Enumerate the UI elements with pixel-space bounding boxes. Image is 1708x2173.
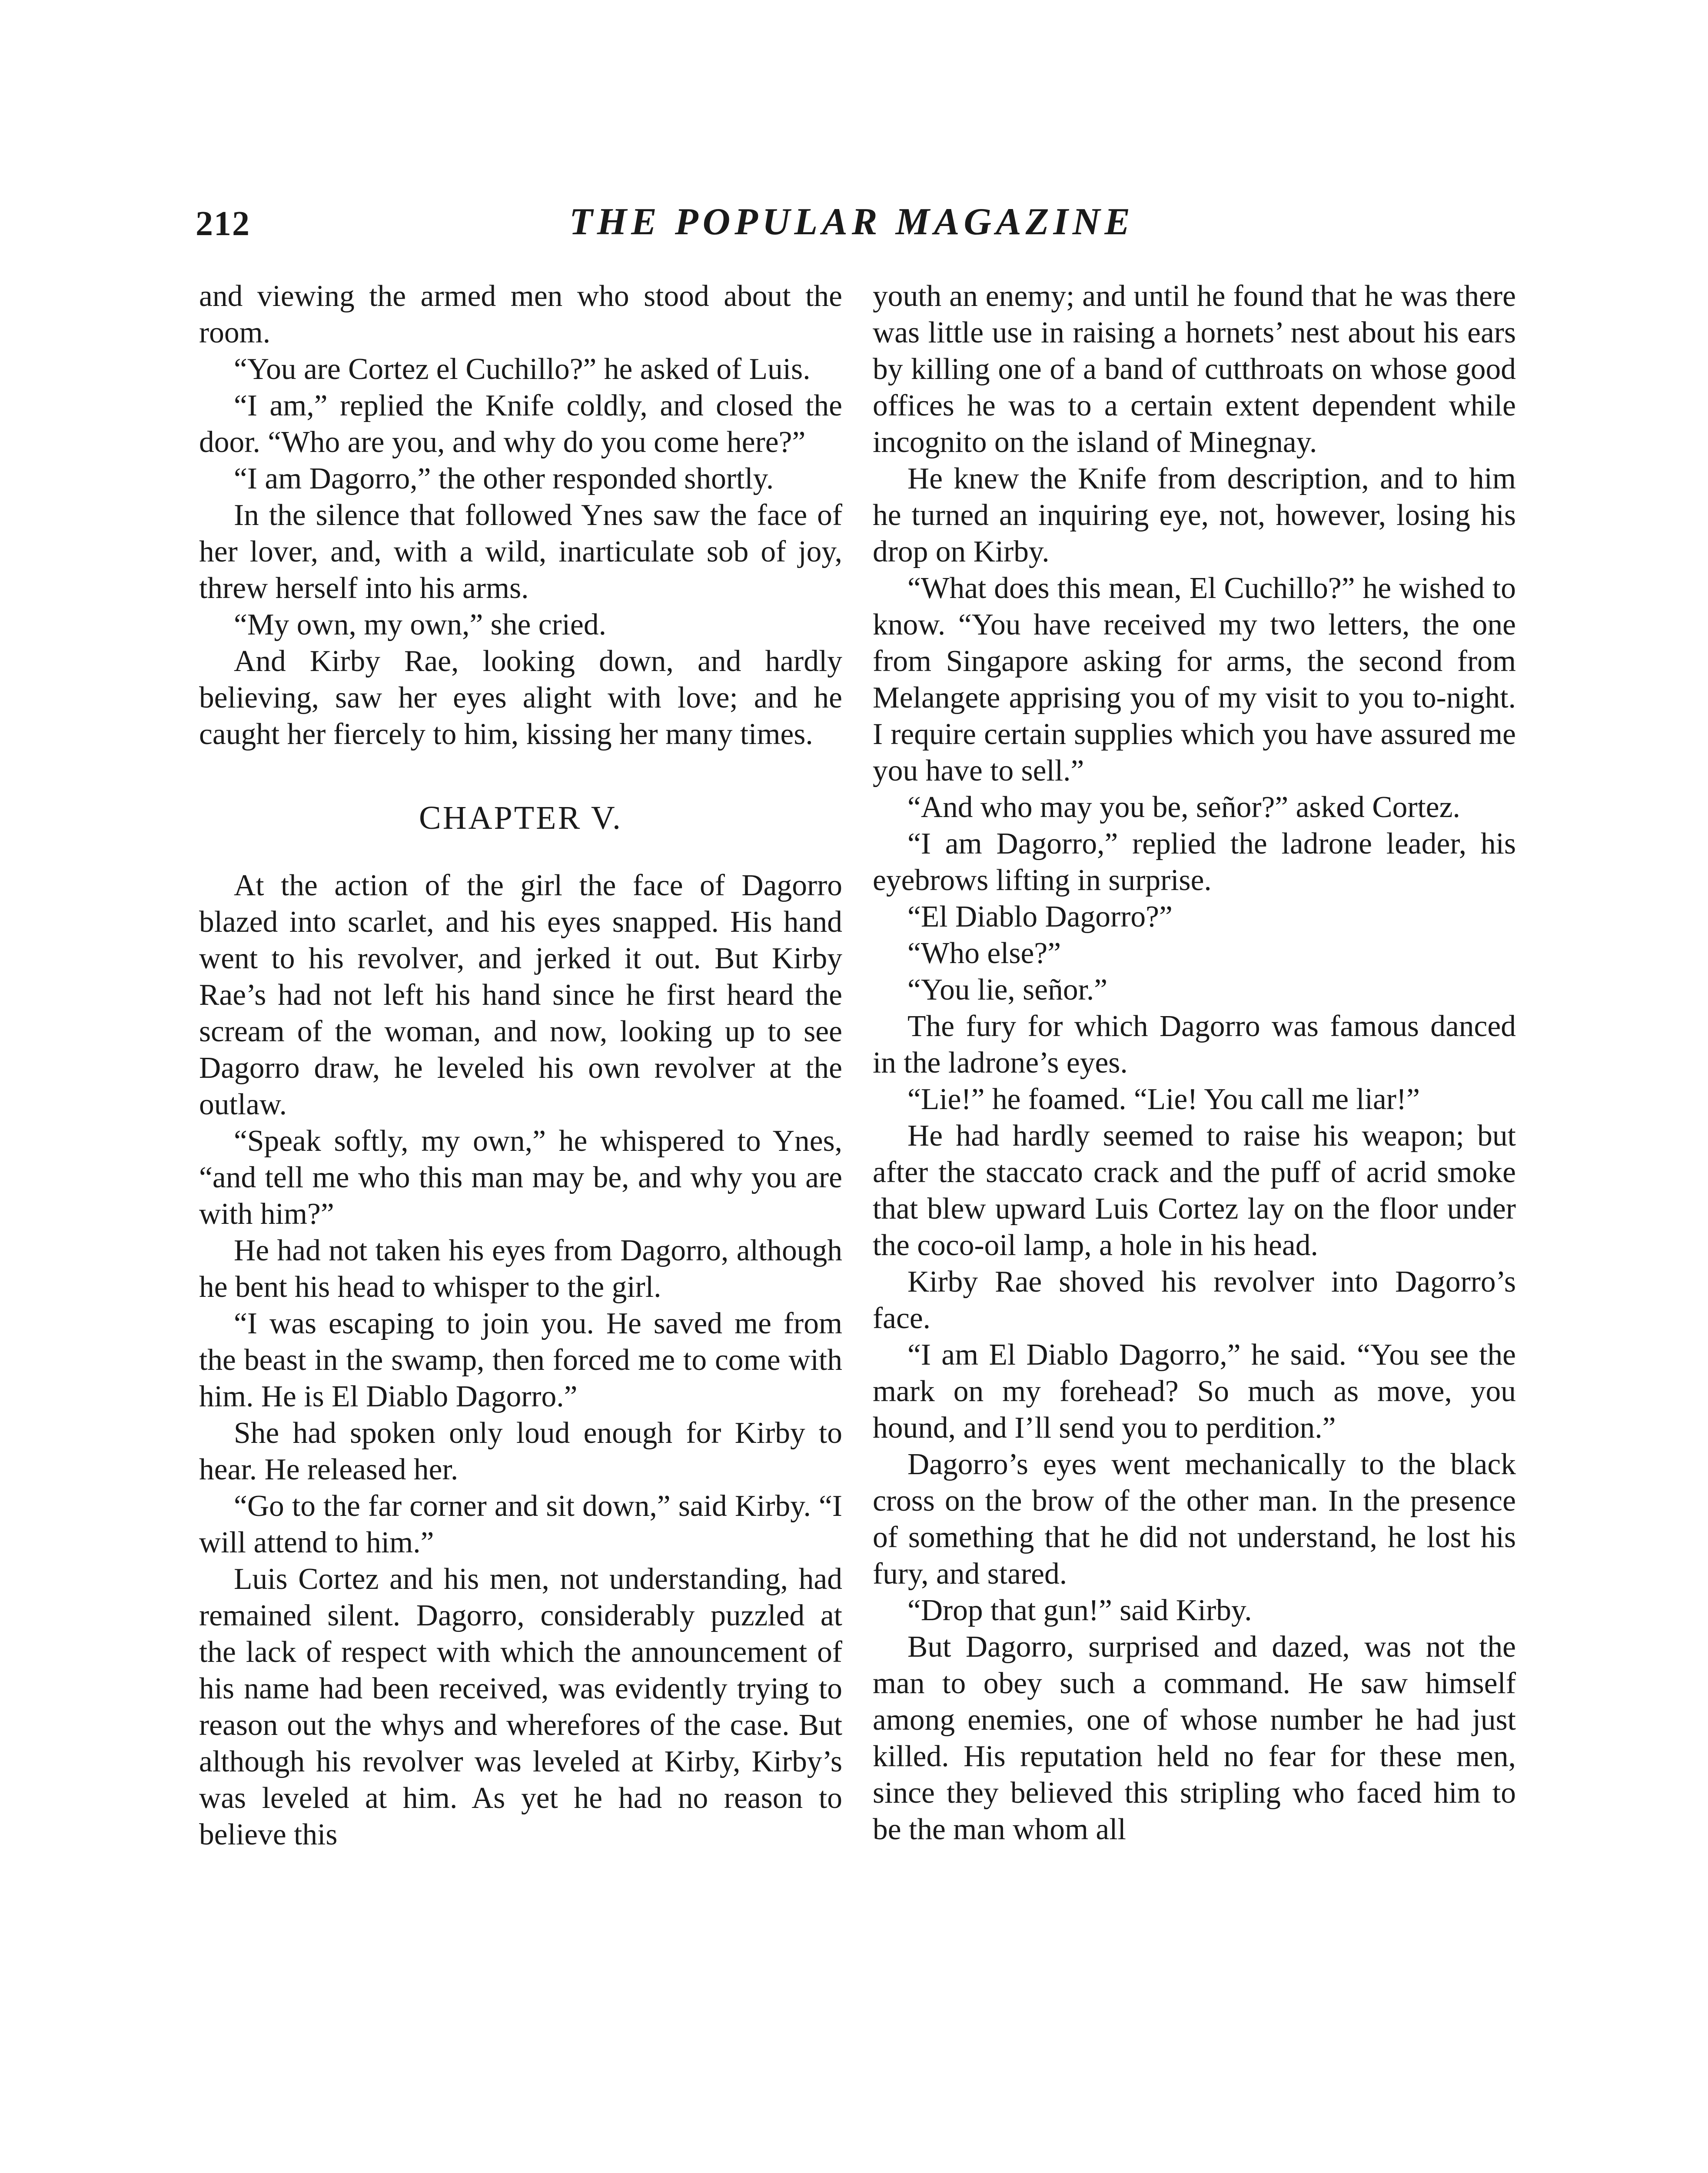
chapter-heading: CHAPTER V. <box>419 800 622 836</box>
paragraph: “And who may you be, señor?” asked Cortez. <box>907 791 1460 824</box>
paragraph: He knew the Knife from description, and to him he turned an inquiring eye, not, however, losing his drop on Kirby. <box>873 462 1516 568</box>
paragraph: “You are Cortez el Cuchillo?” he asked of Luis. <box>234 352 811 386</box>
paragraph: She had spoken only loud enough for Kirby to hear. He released her. <box>199 1416 842 1486</box>
paragraph: “Speak softly, my own,” he whispered to Ynes, “and tell me who this man may be, and why you are with him?” <box>199 1124 842 1231</box>
paragraph: He had hardly seemed to raise his weapon; but after the staccato crack and the puff of acrid smoke that blew upward Luis Cortez lay on the floor under the coco-oil lamp, a hole in his head. <box>873 1119 1516 1262</box>
paragraph: “I am Dagorro,” the other responded shortly. <box>234 462 774 495</box>
paragraph: youth an enemy; and until he found that he was there was little use in raising a hornets’ nest about his ears by killing one of a band of cutthroats on whose good offices he was to a certain extent dependent while incognito on the island of Minegnay. <box>873 279 1516 459</box>
paragraph: He had not taken his eyes from Dagorro, although he bent his head to whisper to the girl. <box>199 1234 842 1304</box>
left-column <box>199 278 842 1853</box>
paragraph: At the action of the girl the face of Dagorro blazed into scarlet, and his eyes snapped. His hand went to his revolver, and jerked it out. But Kirby Rae’s had not left his hand since he first heard the scream of the woman, and now, looking up to see Dagorro draw, he leveled his own revolver at the outlaw. <box>199 869 842 1121</box>
paragraph: “Drop that gun!” said Kirby. <box>907 1594 1252 1627</box>
paragraph: Dagorro’s eyes went mechanically to the black cross on the brow of the other man. In the presence of something that he did not understand, he lost his fury, and stared. <box>873 1448 1516 1591</box>
paragraph: “Lie!” he foamed. “Lie! You call me liar!” <box>907 1083 1420 1116</box>
paragraph: “El Diablo Dagorro?” <box>907 900 1173 934</box>
paragraph: “Go to the far corner and sit down,” said Kirby. “I will attend to him.” <box>199 1489 842 1559</box>
running-head: THE POPULAR MAGAZINE <box>569 201 1135 243</box>
paragraph: “I am El Diablo Dagorro,” he said. “You see the mark on my forehead? So much as move, you hound, and I’ll send you to perdition.” <box>873 1338 1516 1445</box>
paragraph: “What does this mean, El Cuchillo?” he wished to know. “You have received my two letters, the one from Singapore asking for arms, the second from Melangete apprising you of my visit to you to-night. I require certain supplies which you have assured me you have to sell.” <box>873 571 1516 787</box>
paragraph: and viewing the armed men who stood about the room. <box>199 279 842 349</box>
paragraph: And Kirby Rae, looking down, and hardly believing, saw her eyes alight with love; and he caught her fiercely to him, kissing her many times. <box>199 645 842 751</box>
paragraph: “I am Dagorro,” replied the ladrone leader, his eyebrows lifting in surprise. <box>873 827 1516 897</box>
paragraph: In the silence that followed Ynes saw the face of her lover, and, with a wild, inarticulate sob of joy, threw herself into his arms. <box>199 498 842 605</box>
paragraph: “My own, my own,” she cried. <box>234 608 606 641</box>
paragraph: “You lie, señor.” <box>907 973 1108 1007</box>
paragraph: Kirby Rae shoved his revolver into Dagorro’s face. <box>873 1265 1516 1335</box>
right-column <box>873 278 1516 1848</box>
paragraph: But Dagorro, surprised and dazed, was not the man to obey such a command. He saw himself among enemies, one of whose number he had just killed. His reputation held no fear for these men, since they believed this stripling who faced him to be the man whom all <box>873 1630 1516 1846</box>
paragraph: Luis Cortez and his men, not understanding, had remained silent. Dagorro, considerably puzzled at the lack of respect with which the announcement of his name had been received, was evidently trying to reason out the whys and wherefores of the case. But although his revolver was leveled at Kirby, Kirby’s was leveled at him. As yet he had no reason to believe this <box>199 1562 842 1851</box>
page-header <box>196 191 1508 243</box>
page-number: 212 <box>196 205 250 243</box>
paragraph: “I was escaping to join you. He saved me from the beast in the swamp, then forced me to come with him. He is El Diablo Dagorro.” <box>199 1307 842 1413</box>
paragraph: The fury for which Dagorro was famous danced in the ladrone’s eyes. <box>873 1010 1516 1080</box>
paragraph: “Who else?” <box>907 937 1061 970</box>
paragraph: “I am,” replied the Knife coldly, and closed the door. “Who are you, and why do you come here?” <box>199 389 842 459</box>
